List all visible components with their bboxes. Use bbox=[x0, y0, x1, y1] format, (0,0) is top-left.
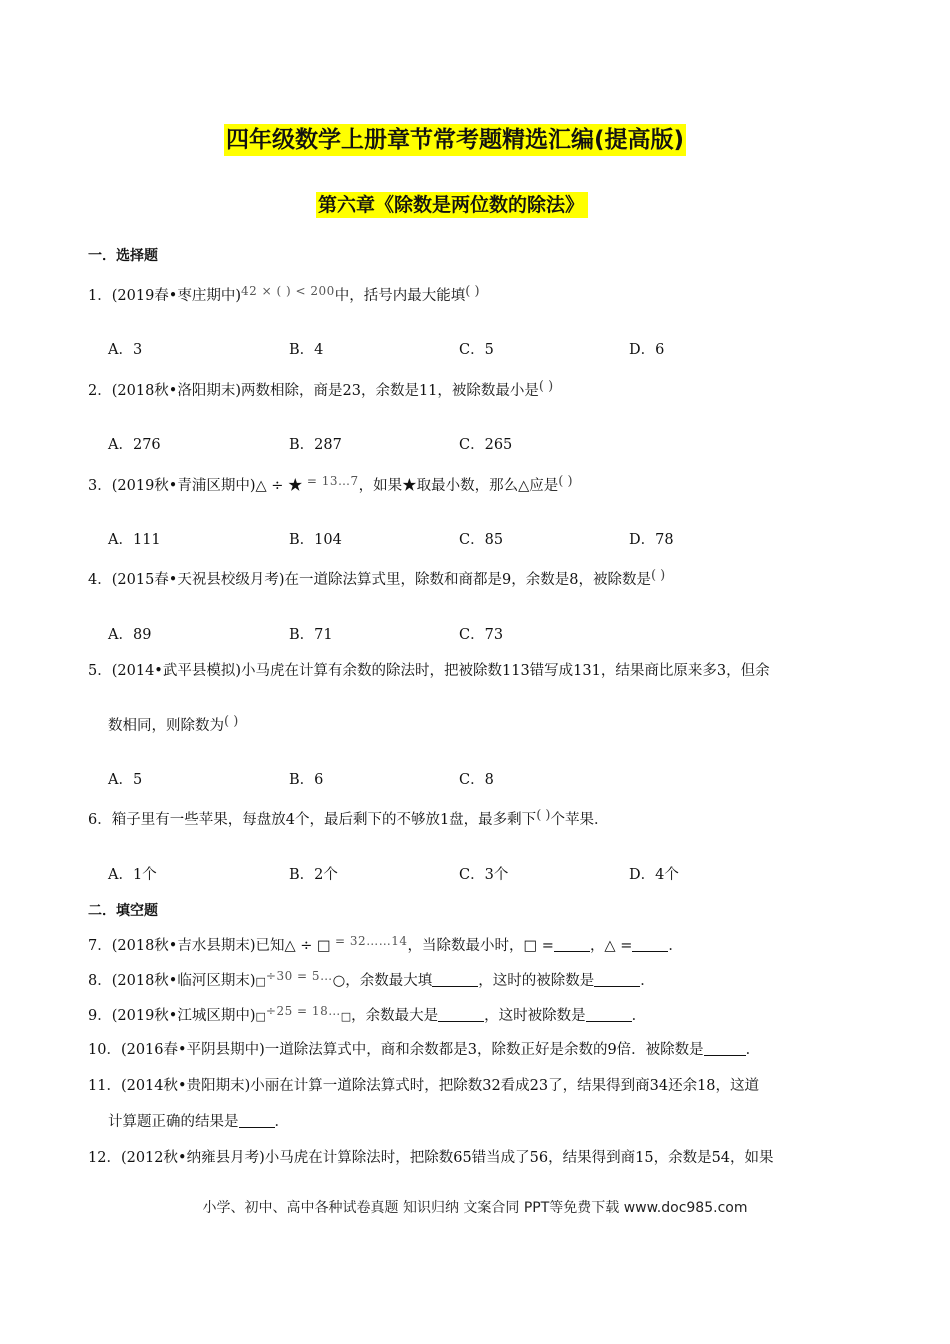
option[interactable]: A．5 bbox=[108, 772, 143, 788]
option[interactable]: C．8 bbox=[459, 772, 494, 788]
question-7: 7．(2018秋•吉水县期末)已知△ ÷ □ $^{= 32\dots\dots 14}$，当除数最小时，□ = ，△ = ． bbox=[88, 934, 683, 954]
question-5: 5．(2014•武平县模拟)小马虎在计算有余数的除法时，把被除数113错写成131，结果商比原来多3，但余 bbox=[88, 663, 770, 679]
option[interactable]: C．5 bbox=[459, 342, 494, 358]
answer-paren: ( ) bbox=[650, 568, 666, 583]
question-10: 10．(2016春•平阴县期中)一道除法算式中，商和余数都是3，除数正好是余数的9倍．被除数是 ． bbox=[88, 1042, 761, 1058]
option[interactable]: B．104 bbox=[289, 532, 342, 548]
answer-blank[interactable] bbox=[432, 972, 478, 987]
option[interactable]: C．73 bbox=[459, 627, 504, 643]
question-12: 12．(2012秋•纳雍县月考)小马虎在计算除法时，把除数65错当成了56，结果得到商15，余数是54，如果 bbox=[88, 1150, 774, 1166]
option[interactable]: C．85 bbox=[459, 532, 504, 548]
question-1: 1．(2019春•枣庄期中)$^{42 \times ( ) < 200}$中，括号内最大能填( ) bbox=[88, 284, 480, 304]
answer-blank[interactable] bbox=[239, 1113, 275, 1128]
q3-expression: = 13…7 bbox=[302, 474, 359, 488]
answer-paren: ( ) bbox=[558, 474, 573, 489]
answer-blank[interactable] bbox=[632, 937, 668, 952]
question-11-continued: 计算题正确的结果是 ． bbox=[108, 1114, 289, 1130]
answer-blank[interactable] bbox=[586, 1007, 632, 1022]
question-4: 4．(2015春•天祝县校级月考)在一道除法算式里，除数和商都是9，余数是8，被除数是( ) bbox=[88, 568, 666, 588]
section-fill: 二．填空题 bbox=[88, 903, 158, 919]
option[interactable]: B．4 bbox=[289, 342, 324, 358]
option[interactable]: D．78 bbox=[629, 532, 674, 548]
answer-paren: ( ) bbox=[538, 379, 554, 394]
q8-expression: ÷30 = 5… bbox=[265, 969, 333, 983]
option[interactable]: A．111 bbox=[108, 532, 161, 548]
q7-expression: = 32……14 bbox=[330, 934, 408, 948]
option[interactable]: C．265 bbox=[459, 437, 513, 453]
footer-text: 小学、初中、高中各种试卷真题 知识归纳 文案合同 PPT等免费下载 www.doc985.com bbox=[202, 1200, 748, 1216]
question-9: 9．(2019秋•江城区期中)□$^{\div 25 = 18\dots}$□，余数最大是 ，这时被除数是 ． bbox=[88, 1004, 647, 1024]
option[interactable]: A．89 bbox=[108, 627, 152, 643]
question-8: 8．(2018秋•临河区期末)□$^{\div 30 = 5\dots}$○，余数最大填 ，这时的被除数是 ． bbox=[88, 969, 655, 989]
option[interactable]: A．1个 bbox=[108, 867, 157, 883]
box-symbol: □ bbox=[255, 1010, 266, 1023]
circle-symbol: ○ bbox=[332, 973, 346, 989]
answer-paren: ( ) bbox=[224, 714, 239, 729]
q9-expression: ÷25 = 18… bbox=[265, 1004, 341, 1018]
box-symbol: □ bbox=[255, 975, 266, 988]
option[interactable]: C．3个 bbox=[459, 867, 509, 883]
answer-blank[interactable] bbox=[704, 1041, 746, 1056]
page-title: 四年级数学上册章节常考题精选汇编(提高版) bbox=[224, 124, 686, 156]
answer-blank[interactable] bbox=[554, 937, 590, 952]
option[interactable]: B．287 bbox=[289, 437, 342, 453]
q1-expression: 42 × ( ) < 200 bbox=[241, 284, 335, 298]
option[interactable]: A．3 bbox=[108, 342, 143, 358]
answer-blank[interactable] bbox=[438, 1007, 484, 1022]
option[interactable]: A．276 bbox=[108, 437, 161, 453]
section-choice: 一．选择题 bbox=[88, 248, 158, 264]
option[interactable]: D．6 bbox=[629, 342, 665, 358]
answer-paren: ( ) bbox=[465, 284, 480, 299]
option[interactable]: B．2个 bbox=[289, 867, 338, 883]
chapter-subtitle: 第六章《除数是两位数的除法》 bbox=[316, 192, 588, 218]
option[interactable]: B．71 bbox=[289, 627, 333, 643]
question-6: 6．箱子里有一些苹果，每盘放4个，最后剩下的不够放1盘，最多剩下( )个苹果． bbox=[88, 808, 609, 828]
question-5-continued: 数相同，则除数为( ) bbox=[108, 714, 239, 734]
answer-blank[interactable] bbox=[594, 972, 640, 987]
question-11: 11．(2014秋•贵阳期末)小丽在计算一道除法算式时，把除数32看成23了，结果得到商34还余18，这道 bbox=[88, 1078, 760, 1094]
option[interactable]: B．6 bbox=[289, 772, 324, 788]
option[interactable]: D．4个 bbox=[629, 867, 679, 883]
question-3: 3．(2019秋•青浦区期中)△ ÷ ★ $^{= 13\dots 7}$，如果★取最小数，那么△应是( ) bbox=[88, 474, 573, 494]
box-symbol: □ bbox=[340, 1010, 352, 1023]
answer-paren: ( ) bbox=[536, 808, 551, 823]
question-2: 2．(2018秋•洛阳期末)两数相除，商是23，余数是11，被除数最小是( ) bbox=[88, 379, 554, 399]
